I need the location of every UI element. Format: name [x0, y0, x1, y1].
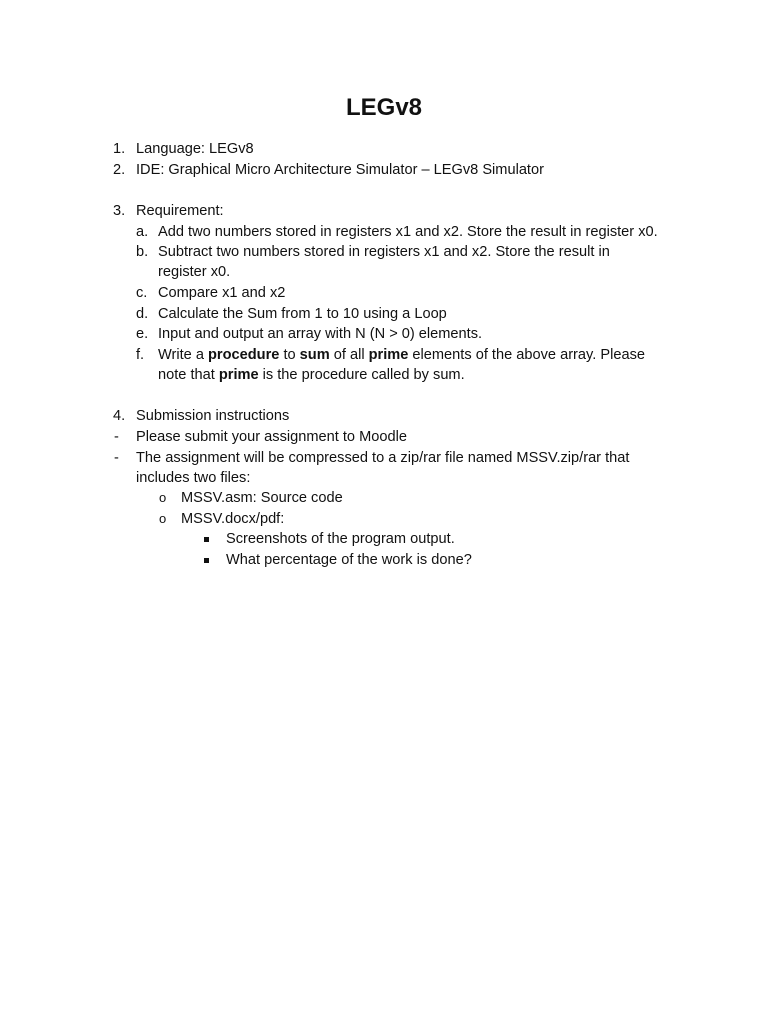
item-2-marker: 2. — [113, 162, 126, 178]
requirement-a-marker: a. — [136, 224, 149, 240]
file-1-text: MSSV.asm: Source code — [181, 490, 343, 506]
dash-2-marker: - — [114, 450, 119, 466]
requirement-b-text-line1: Subtract two numbers stored in registers x1 and x2. Store the result in — [158, 244, 610, 260]
requirement-b-marker: b. — [136, 244, 149, 260]
requirement-f-marker: f. — [136, 347, 145, 363]
item-4-marker: 4. — [113, 408, 126, 424]
circle-bullet-icon: o — [159, 490, 167, 505]
requirement-f-text-line1: Write a procedure to sum of all prime elements of the above array. Please — [158, 347, 645, 363]
square-bullet-icon — [204, 537, 209, 542]
requirement-e-marker: e. — [136, 326, 149, 342]
document-title: LEGv8 — [345, 94, 423, 121]
item-1-text: Language: LEGv8 — [136, 141, 254, 157]
item-3-marker: 3. — [113, 203, 126, 219]
dash-1-marker: - — [114, 429, 119, 445]
sub-item-2-text: What percentage of the work is done? — [226, 552, 472, 568]
circle-bullet-icon: o — [159, 511, 167, 526]
requirement-d-marker: d. — [136, 306, 149, 322]
requirement-a-text: Add two numbers stored in registers x1 and x2. Store the result in register x0. — [158, 224, 658, 240]
item-4-text: Submission instructions — [136, 408, 290, 424]
item-1-marker: 1. — [113, 141, 126, 157]
dash-2-text-line1: The assignment will be compressed to a zip/rar file named MSSV.zip/rar that — [136, 450, 630, 466]
requirement-c-text: Compare x1 and x2 — [158, 285, 286, 301]
requirement-d-text: Calculate the Sum from 1 to 10 using a Loop — [158, 306, 447, 322]
sub-item-1-text: Screenshots of the program output. — [226, 531, 455, 547]
requirement-c-marker: c. — [136, 285, 148, 301]
requirement-e-text: Input and output an array with N (N > 0) elements. — [158, 326, 483, 342]
file-2-text: MSSV.docx/pdf: — [181, 511, 285, 527]
requirement-b-text-line2: register x0. — [158, 264, 231, 280]
requirement-f-text-line2: note that prime is the procedure called by sum. — [158, 367, 465, 383]
item-3-text: Requirement: — [136, 203, 224, 219]
dash-2-text-line2: includes two files: — [136, 470, 251, 486]
dash-1-text: Please submit your assignment to Moodle — [136, 429, 407, 445]
square-bullet-icon — [204, 558, 209, 563]
item-2-text: IDE: Graphical Micro Architecture Simulator – LEGv8 Simulator — [136, 162, 544, 178]
